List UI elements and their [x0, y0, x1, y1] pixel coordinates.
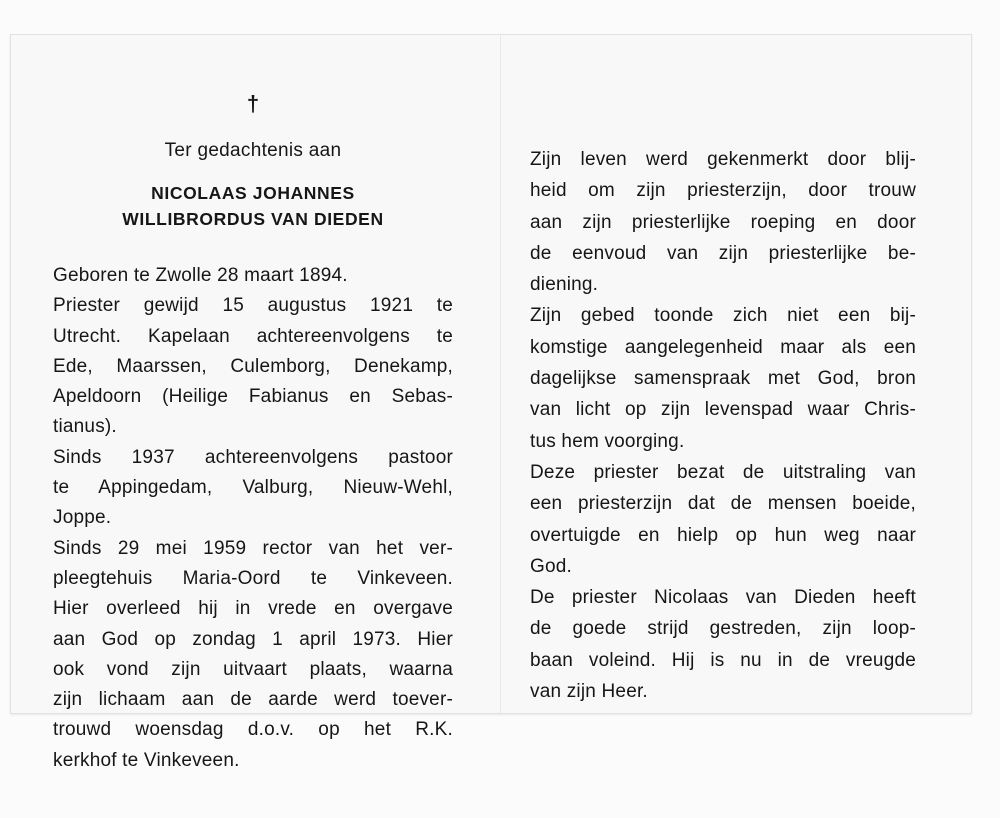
left-panel	[53, 35, 453, 771]
bio-line: tianus).	[53, 416, 117, 438]
memorial-card	[10, 34, 972, 771]
tribute-line: Deze priester bezat de uitstraling van	[530, 461, 916, 483]
name-line-2: WILLIBRORDUS VAN DIEDEN	[122, 209, 384, 229]
deceased-name	[53, 180, 453, 232]
bio-line: zijn lichaam aan de aarde werd toever-	[53, 689, 453, 711]
bio-line: Sinds 29 mei 1959 rector van het ver-	[53, 537, 453, 559]
tribute-line: de eenvoud van zijn priesterlijke be-	[530, 242, 916, 264]
name-line-1: NICOLAAS JOHANNES	[151, 183, 355, 203]
tribute-line: van licht op zijn levenspad waar Chris-	[530, 399, 916, 421]
tribute-line: De priester Nicolaas van Dieden heeft	[530, 587, 916, 609]
bio-line: Hier overleed hij in vrede en overgave	[53, 598, 453, 620]
right-panel	[530, 35, 916, 713]
tribute-line: komstige aangelegenheid maar als een	[530, 336, 916, 358]
memorial-intro: Ter gedachtenis aan	[164, 140, 342, 161]
tribute-text	[530, 144, 916, 707]
bio-line: Priester gewijd 15 augustus 1921 te	[53, 295, 453, 317]
bio-line: Sinds 1937 achtereenvolgens pastoor	[53, 446, 453, 468]
tribute-line: een priesterzijn dat de mensen boeide,	[530, 493, 916, 515]
tribute-line: Zijn gebed toonde zich niet een bij-	[530, 305, 916, 327]
bio-line: Ede, Maarssen, Culemborg, Denekamp,	[53, 355, 453, 377]
tribute-line: heid om zijn priesterzijn, door trouw	[530, 180, 916, 202]
bio-line: Apeldoorn (Heilige Fabianus en Sebas-	[53, 386, 453, 408]
tribute-line: Zijn leven werd gekenmerkt door blij-	[530, 149, 916, 170]
biography-text	[53, 261, 453, 776]
tribute-line: tus hem voorging.	[530, 430, 685, 452]
bio-line: trouwd woensdag d.o.v. op het R.K.	[53, 719, 453, 741]
bio-line: Geboren te Zwolle 28 maart 1894.	[53, 265, 348, 286]
bio-line: Joppe.	[53, 507, 112, 529]
tribute-line: aan zijn priesterlijke roeping en door	[530, 211, 916, 233]
tribute-line: de goede strijd gestreden, zijn loop-	[530, 618, 916, 640]
tribute-line: van zijn Heer.	[530, 681, 648, 703]
bio-line: ook vond zijn uitvaart plaats, waarna	[53, 658, 453, 680]
bio-line: kerkhof te Vinkeveen.	[53, 749, 240, 771]
bio-line: pleegtehuis Maria-Oord te Vinkeveen.	[53, 567, 453, 589]
tribute-line: baan voleind. Hij is nu in de vreugde	[530, 649, 916, 671]
cross-icon: †	[246, 91, 260, 116]
card-fold	[500, 35, 501, 713]
tribute-line: God.	[530, 555, 572, 577]
tribute-line: dagelijkse samenspraak met God, bron	[530, 368, 916, 390]
bio-line: te Appingedam, Valburg, Nieuw-Wehl,	[53, 477, 453, 499]
tribute-line: diening.	[530, 274, 599, 296]
bio-line: aan God op zondag 1 april 1973. Hier	[53, 628, 453, 650]
tribute-line: overtuigde en hielp op hun weg naar	[530, 524, 916, 546]
bio-line: Utrecht. Kapelaan achtereenvolgens te	[53, 325, 453, 347]
